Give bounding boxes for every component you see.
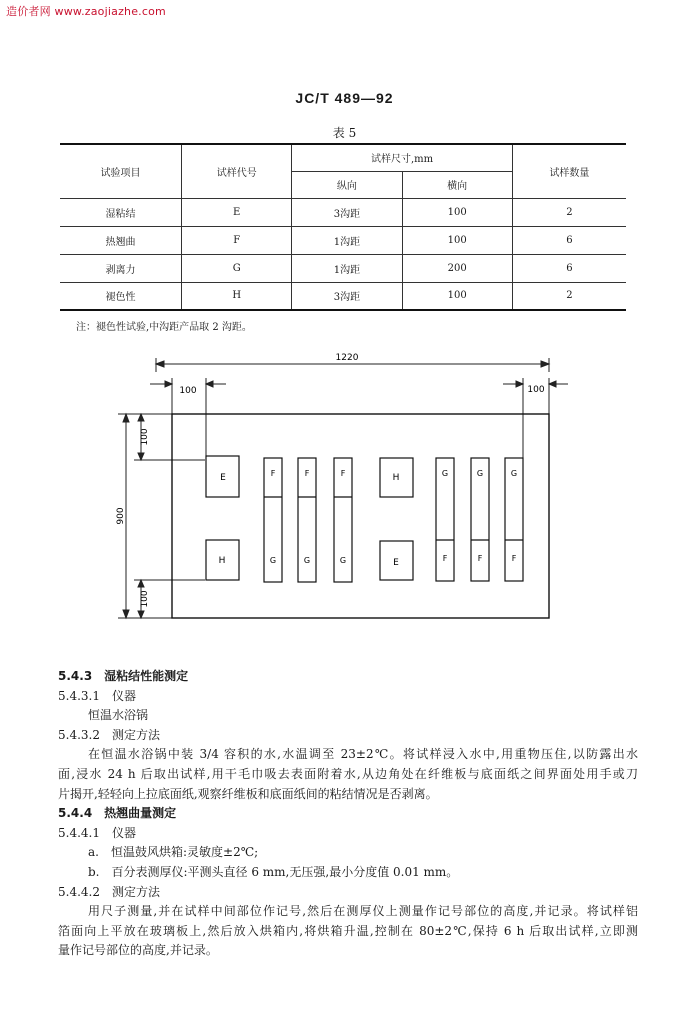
cell-qty: 6 xyxy=(512,254,626,282)
header-quantity: 试样数量 xyxy=(512,144,626,198)
table-row xyxy=(60,226,626,254)
subsection-heading: 5.4.3.2 测定方法 xyxy=(58,727,160,742)
cell-item: 剥离力 xyxy=(60,254,182,282)
sample-label: G xyxy=(476,469,484,478)
cell-code: E xyxy=(182,198,292,226)
subsection-heading: 5.4.3.1 仪器 xyxy=(58,688,136,703)
header-longitudinal: 纵向 xyxy=(292,171,402,198)
dim-total-width-label: 1220 xyxy=(335,353,359,363)
sample-label: F xyxy=(477,554,483,563)
paragraph-line: 在恒温水浴锅中装 3/4 容积的水,水温调至 23±2℃。将试样浸入水中,用重物压住,以防露出水 xyxy=(88,747,638,762)
sample-layout-figure xyxy=(0,330,689,650)
sample-label: G xyxy=(510,469,518,478)
body-text xyxy=(58,667,638,961)
cell-qty: 2 xyxy=(512,198,626,226)
sample-label: H xyxy=(218,556,226,566)
section-heading: 5.4.3 湿粘结性能测定 xyxy=(58,669,189,683)
dim-vertical xyxy=(118,414,205,618)
cell-long: 1沟距 xyxy=(292,226,402,254)
cell-long: 3沟距 xyxy=(292,282,402,310)
sample-label: F xyxy=(340,469,346,478)
table-note: 注：褪色性试验,中沟距产品取 2 沟距。 xyxy=(76,322,252,333)
subsection-heading: 5.4.4.1 仪器 xyxy=(58,825,136,840)
cell-trans: 100 xyxy=(402,226,512,254)
cell-trans: 100 xyxy=(402,282,512,310)
paragraph-line: 箔面向上平放在玻璃板上,然后放入烘箱内,将烘箱升温,控制在 80±2℃,保持 6 h 后取出试样,立即测 xyxy=(58,923,638,938)
sample-label: G xyxy=(303,556,311,565)
sample-label: F xyxy=(442,554,448,563)
sample-table xyxy=(60,143,626,311)
dim-margin-left-label: 100 xyxy=(179,386,197,396)
list-item: a. 恒温鼓风烘箱:灵敏度±2℃; xyxy=(88,845,259,860)
sample-label: F xyxy=(304,469,310,478)
cell-code: F xyxy=(182,226,292,254)
sample-label: G xyxy=(441,469,449,478)
cell-code: G xyxy=(182,254,292,282)
sample-label: E xyxy=(393,558,399,568)
cell-code: H xyxy=(182,282,292,310)
table-row xyxy=(60,254,626,282)
cell-qty: 6 xyxy=(512,226,626,254)
site-watermark: 造价者网 www.zaojiazhe.com xyxy=(6,5,166,18)
sample-label: G xyxy=(339,556,347,565)
cell-long: 1沟距 xyxy=(292,254,402,282)
cell-qty: 2 xyxy=(512,282,626,310)
dim-margin-bottom-label: 100 xyxy=(140,590,150,608)
cell-long: 3沟距 xyxy=(292,198,402,226)
paragraph: 恒温水浴锅 xyxy=(88,708,149,723)
paragraph-line: 量作记号部位的高度,并记录。 xyxy=(58,943,218,958)
paragraph-line: 片揭开,轻轻向上拉底面纸,观察纤维板和底面纸间的粘结情况是否剥离。 xyxy=(58,786,438,801)
sample-label: E xyxy=(220,473,226,483)
paragraph-line: 用尺子测量,并在试样中间部位作记号,然后在测厚仪上测量作记号部位的高度,并记录。将试样铝 xyxy=(88,904,638,919)
header-transverse: 横向 xyxy=(402,171,512,198)
dim-height-label: 900 xyxy=(116,507,126,525)
header-code: 试样代号 xyxy=(182,144,292,198)
cell-item: 褪色性 xyxy=(60,282,182,310)
section-heading: 5.4.4 热翘曲量测定 xyxy=(58,806,177,821)
board-outline xyxy=(172,414,549,618)
sample-label: H xyxy=(392,473,400,483)
cell-item: 热翘曲 xyxy=(60,226,182,254)
sample-label: F xyxy=(270,469,276,478)
cell-item: 湿粘结 xyxy=(60,198,182,226)
subsection-heading: 5.4.4.2 测定方法 xyxy=(58,884,160,899)
standard-code-header: JC/T 489—92 xyxy=(295,90,394,106)
list-item: b. 百分表测厚仪:平测头直径 6 mm,无压强,最小分度值 0.01 mm。 xyxy=(88,864,459,879)
cell-trans: 100 xyxy=(402,198,512,226)
cell-trans: 200 xyxy=(402,254,512,282)
paragraph-line: 面,浸水 24 h 后取出试样,用干毛巾吸去表面附着水,从边角处在纤维板与底面纸之间界面处用手或刀 xyxy=(58,766,638,781)
header-item: 试验项目 xyxy=(60,144,182,198)
sample-label: F xyxy=(511,554,517,563)
table-row xyxy=(60,198,626,226)
header-size-group: 试样尺寸,mm xyxy=(292,144,512,171)
dim-margin-top-label: 100 xyxy=(140,428,150,446)
dim-margin-right-label: 100 xyxy=(527,385,545,395)
sample-label: G xyxy=(269,556,277,565)
table-row xyxy=(60,282,626,310)
table-caption: 表 5 xyxy=(332,126,357,140)
